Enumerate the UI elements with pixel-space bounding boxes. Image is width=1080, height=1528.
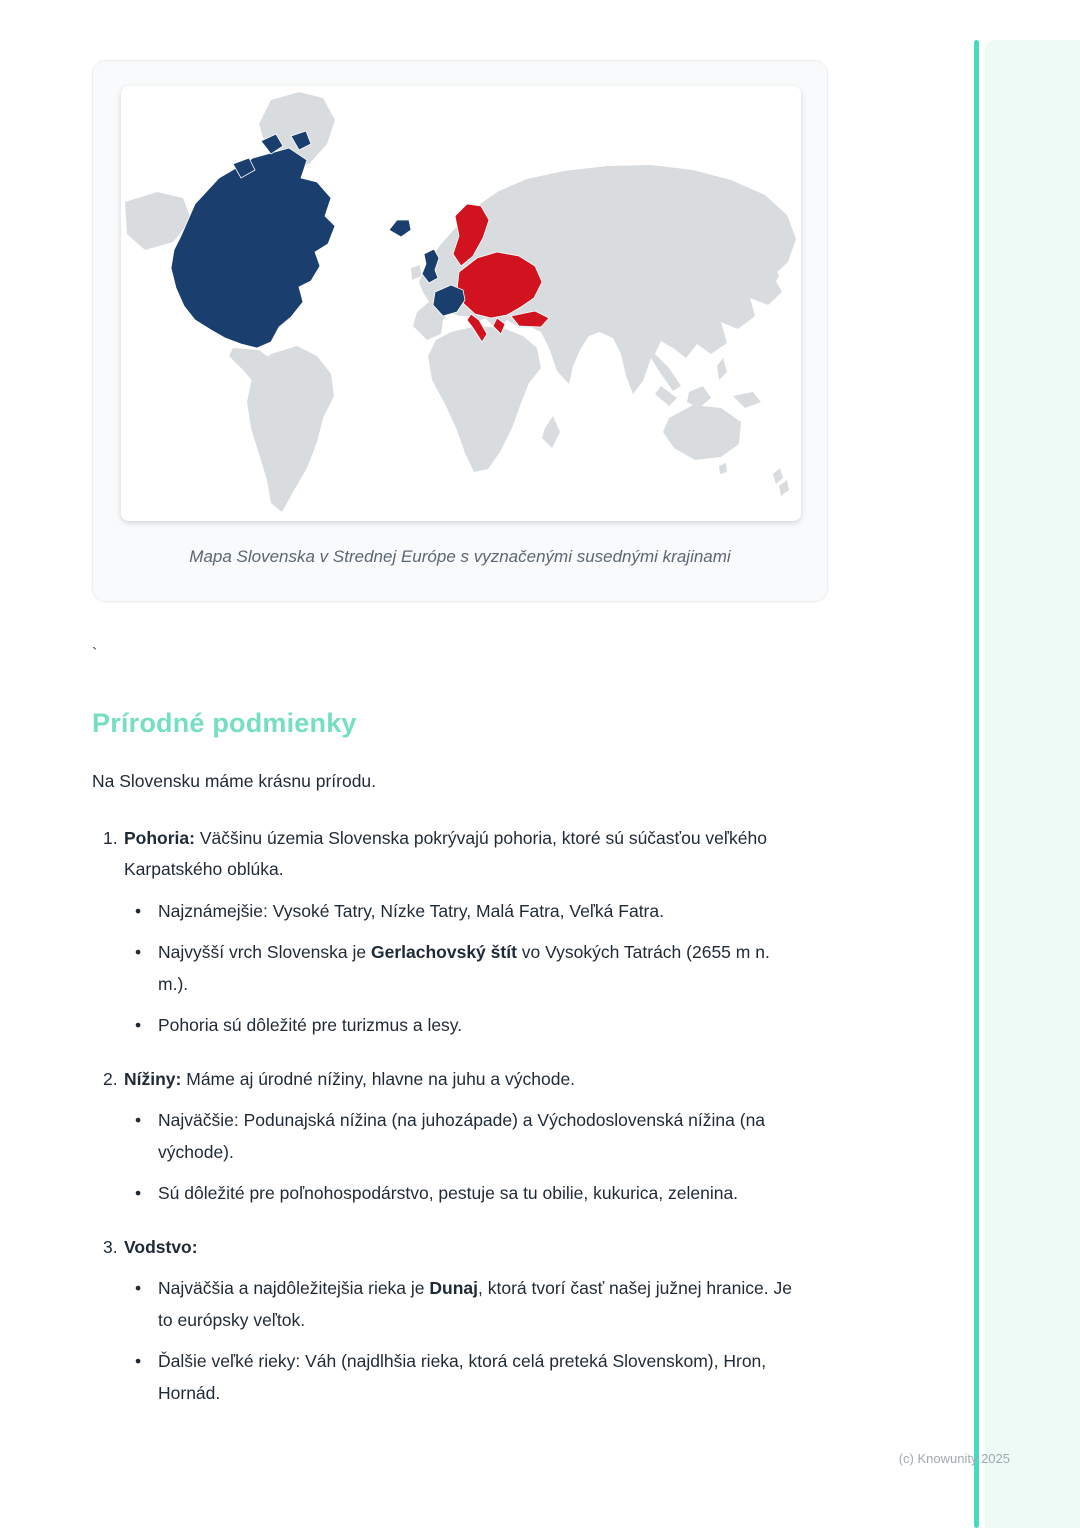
map-caption: Mapa Slovenska v Strednej Európe s vyznačenými susednými krajinami: [189, 547, 731, 566]
bullet-group: [135, 896, 814, 1042]
bullet-item: [135, 1105, 814, 1168]
bullet-item: [135, 1273, 814, 1336]
list-item-body: [124, 823, 814, 1042]
list-item-text: [124, 1232, 814, 1264]
list-item-body: [124, 1064, 814, 1210]
bullet-text: [158, 1178, 738, 1210]
bullet-text: [158, 1105, 795, 1168]
list-number: 2.: [103, 1068, 118, 1089]
side-panel: [985, 40, 1080, 1528]
world-map-svg: [121, 86, 801, 521]
list-item-rest: Väčšinu územia Slovenska pokrývajú pohoria, ktoré sú súčasťou veľkého Karpatského oblúka.: [124, 827, 767, 879]
bullet-run: Najvyšší vrch Slovenska je: [158, 942, 371, 962]
list-item-text: [124, 1064, 814, 1096]
bullet-run: Pohoria sú dôležité pre turizmus a lesy.: [158, 1015, 463, 1035]
bullet-run: Najväčšie: Podunajská nížina (na juhozápade) a Východoslovenská nížina (na východe).: [158, 1110, 766, 1162]
bullet-run: Najväčšia a najdôležitejšia rieka je: [158, 1278, 430, 1298]
bullet-run: Sú dôležité pre poľnohospodárstvo, pestuje sa tu obilie, kukurica, zelenina.: [158, 1183, 739, 1203]
list-item-label: Pohoria:: [124, 827, 195, 848]
document-content: [92, 60, 832, 1409]
bullet-bold: Gerlachovský štít: [371, 942, 517, 962]
list-number: 3.: [103, 1236, 118, 1257]
bullet-run: , ktorá tvorí časť našej južnej hranice. Je to európsky veľtok.: [158, 1278, 792, 1330]
bullet-bold: Dunaj: [429, 1278, 479, 1298]
bullet-text: [158, 1346, 795, 1409]
list-item-text: [124, 823, 814, 886]
ordered-list: [92, 823, 832, 1410]
copyright-note: (c) Knowunity 2025: [898, 1451, 1010, 1466]
bullet-item: [135, 1178, 814, 1210]
bullet-item: [135, 896, 814, 928]
bullet-group: [135, 1273, 814, 1409]
world-map-image: [121, 86, 801, 521]
bullet-item: [135, 937, 814, 1000]
bullet-run: Ďalšie veľké rieky: Váh (najdlhšia rieka, ktorá celá preteká Slovenskom), Hron, Hornád.: [158, 1351, 767, 1403]
bullet-text: [158, 1010, 462, 1042]
side-accent-line: [974, 40, 979, 1528]
map-card: [92, 60, 828, 602]
bullet-run: vo Vysokých Tatrách (2655 m n. m.).: [158, 942, 770, 994]
list-item-label: Nížiny:: [124, 1068, 182, 1089]
list-item-label: Vodstvo:: [124, 1236, 198, 1257]
bullet-text: [158, 896, 664, 928]
bullet-item: [135, 1010, 814, 1042]
list-item-rest: Máme aj úrodné nížiny, hlavne na juhu a východe.: [181, 1068, 576, 1089]
list-item-vodstvo: [92, 1232, 832, 1410]
section-title: Prírodné podmienky: [92, 708, 357, 738]
intro-paragraph: Na Slovensku máme krásnu prírodu.: [92, 771, 377, 791]
bullet-run: Najznámejšie: Vysoké Tatry, Nízke Tatry, Malá Fatra, Veľká Fatra.: [158, 900, 664, 921]
list-item-body: [124, 1232, 814, 1410]
bullet-text: [158, 1273, 795, 1336]
bullet-text: [158, 937, 795, 1000]
list-item-pohoria: [92, 823, 832, 1042]
list-item-niziny: [92, 1064, 832, 1210]
stray-backtick: `: [92, 646, 98, 663]
list-number: 1.: [103, 827, 118, 848]
bullet-item: [135, 1346, 814, 1409]
bullet-group: [135, 1105, 814, 1210]
